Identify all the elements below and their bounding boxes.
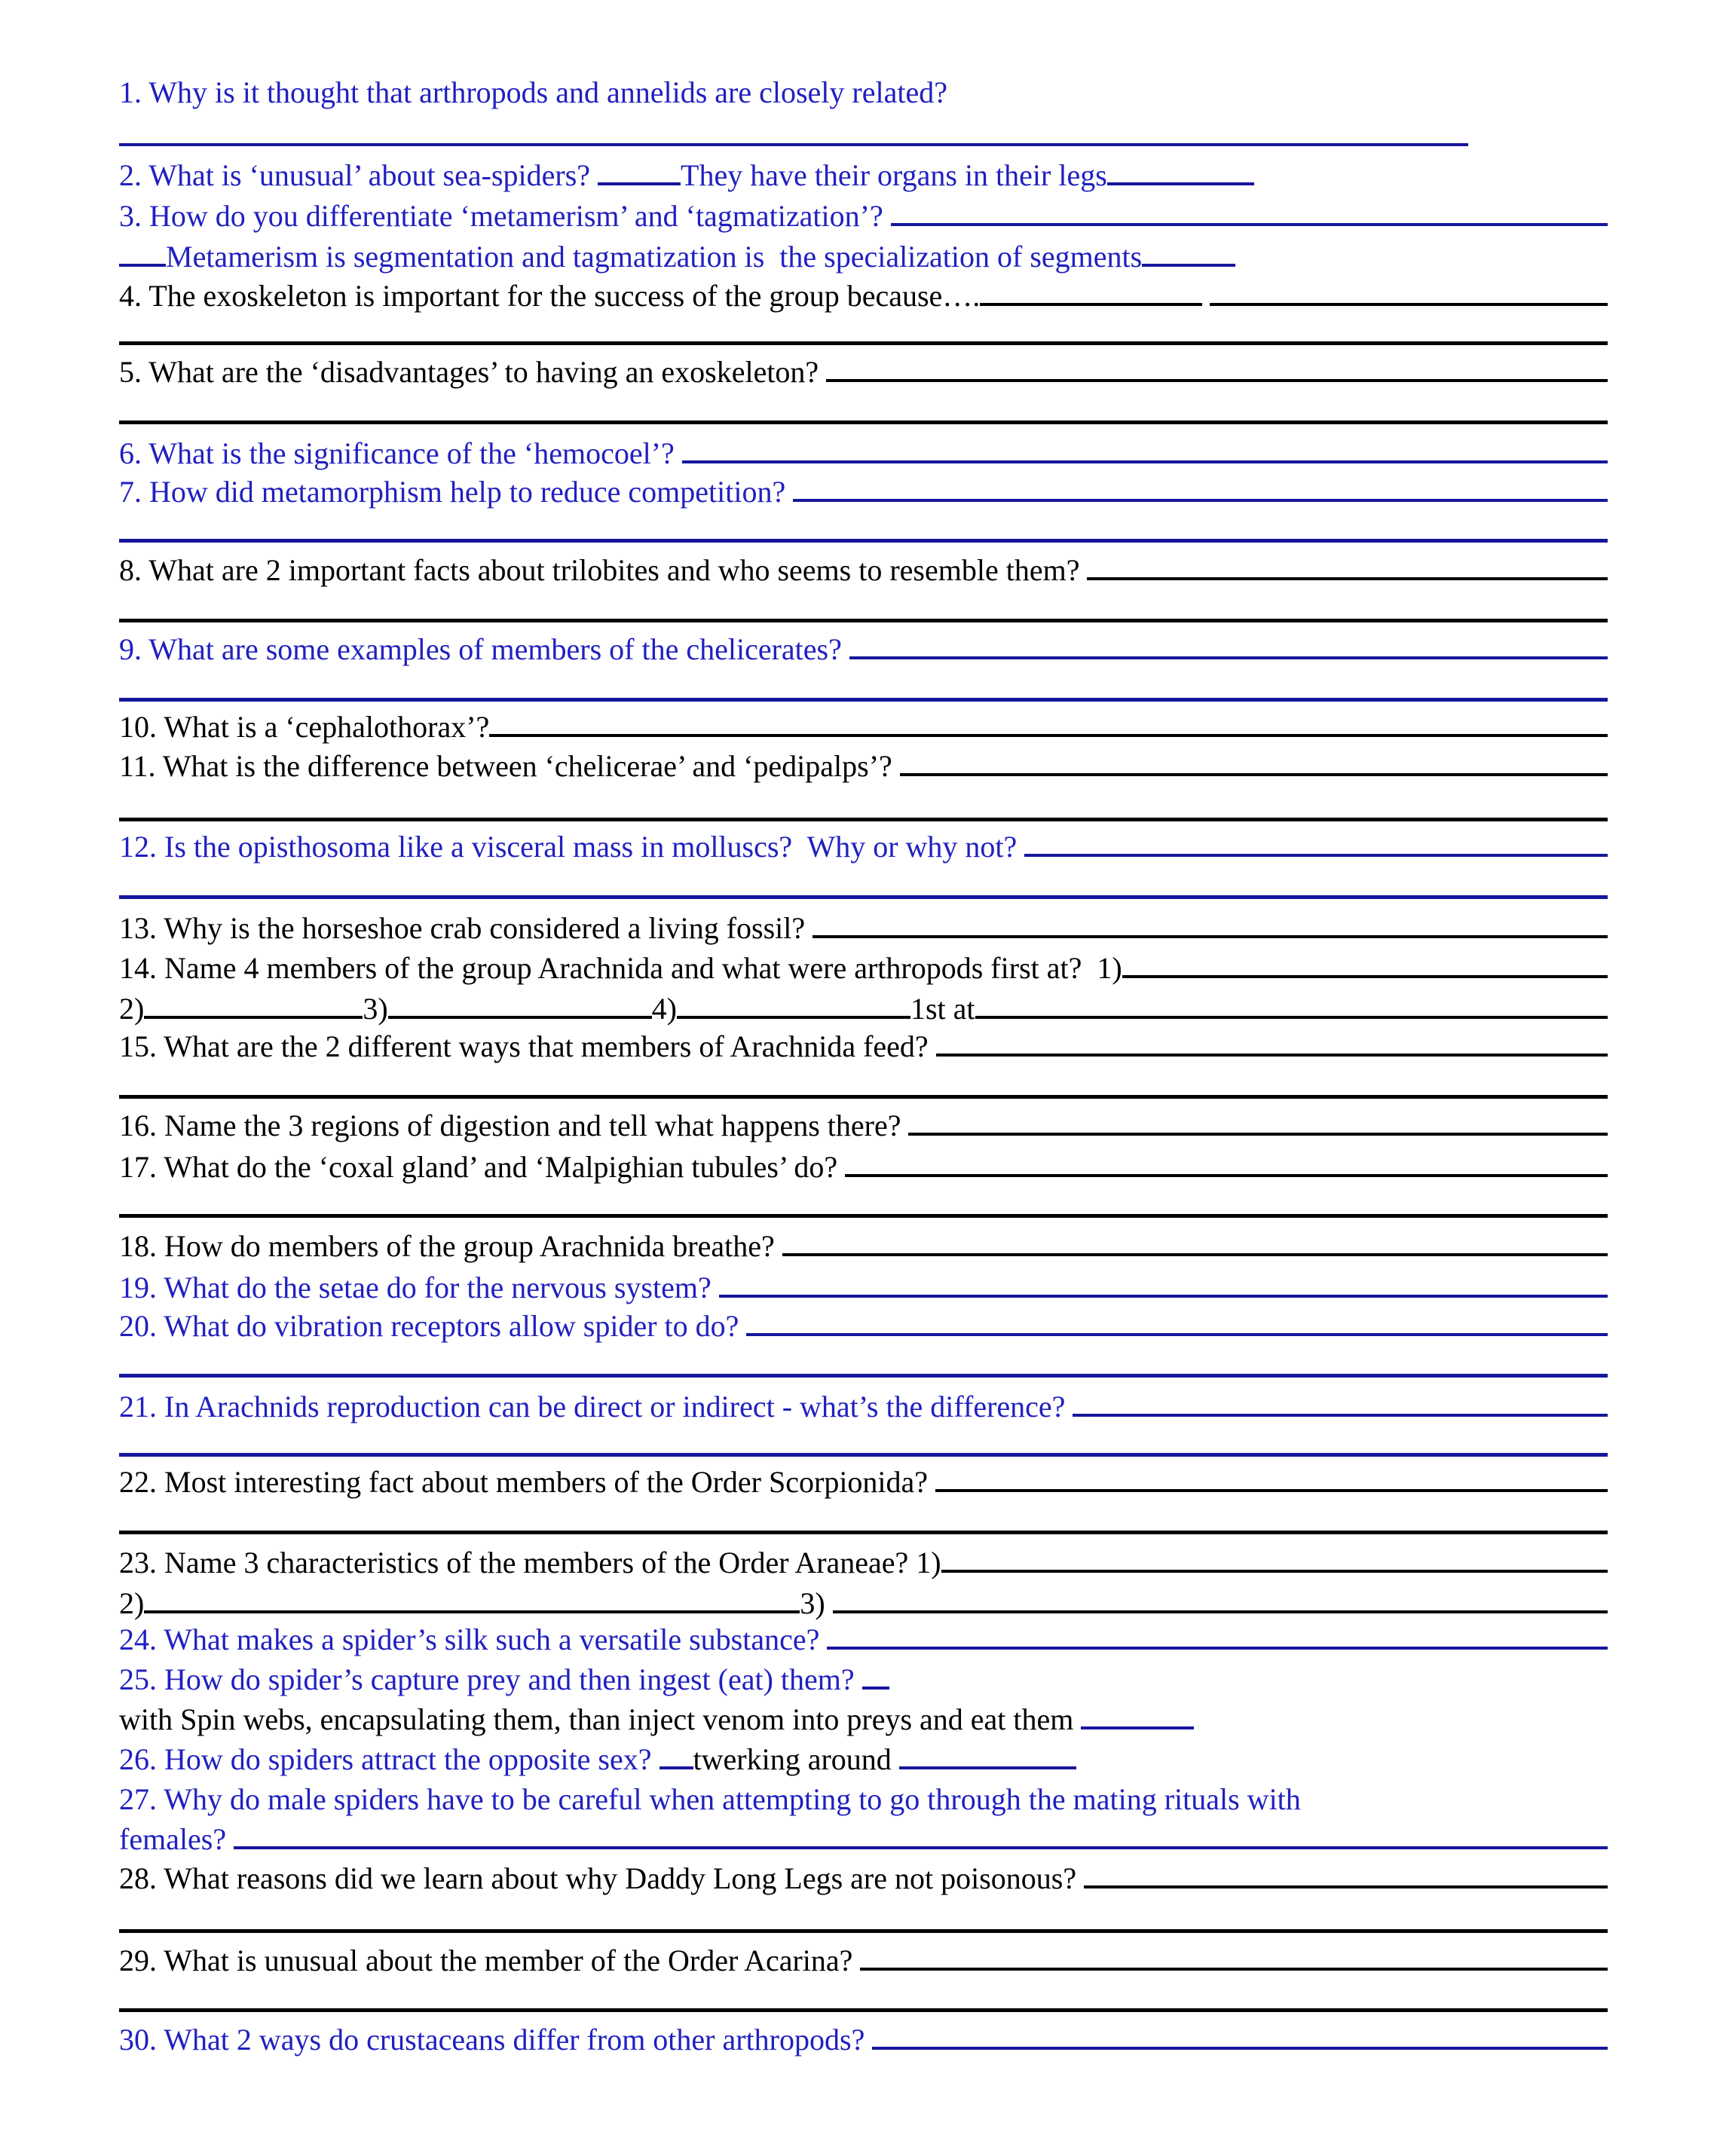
separator-line <box>119 818 1608 821</box>
question-text: 10. What is a ‘cephalothorax’? <box>119 710 490 744</box>
question-text: 23. Name 3 characteristics of the members of the Order Araneae? 1) <box>119 1546 941 1580</box>
answer-blank <box>746 1333 1608 1336</box>
answer-blank <box>826 379 1608 382</box>
answer-blank <box>899 1766 1076 1769</box>
answer-blank <box>1084 1885 1608 1888</box>
question-text: 8. What are 2 important facts about trilobites and who seems to resemble them? <box>119 553 1088 587</box>
answer-blank <box>936 1054 1608 1057</box>
question-text: 7. How did metamorphism help to reduce competition? <box>119 475 794 509</box>
label-text: 1st at <box>910 992 975 1026</box>
answer-blank <box>1073 1414 1608 1417</box>
question-text: 14. Name 4 members of the group Arachnida and what were arthropods first at? 1) <box>119 951 1122 985</box>
worksheet-line <box>119 629 1608 670</box>
answer-blank <box>941 1570 1608 1573</box>
worksheet-line <box>119 1306 1608 1347</box>
separator-line <box>119 2008 1608 2012</box>
answer-blank <box>234 1846 1608 1849</box>
answer-blank <box>872 2047 1608 2050</box>
question-text: 16. Name the 3 regions of digestion and tell what happens there? <box>119 1109 909 1142</box>
separator-line <box>119 1453 1608 1457</box>
worksheet-line <box>119 1659 1608 1700</box>
worksheet-line <box>119 1387 1608 1427</box>
worksheet-line <box>119 1858 1608 1899</box>
worksheet-line <box>119 1940 1608 1981</box>
worksheet-line <box>119 1226 1608 1267</box>
worksheet-line <box>119 433 1608 474</box>
worksheet-line <box>119 746 1608 787</box>
worksheet-line <box>119 1026 1608 1067</box>
answer-blank <box>119 264 166 267</box>
answer-blank <box>793 499 1608 502</box>
separator-line <box>119 1929 1608 1933</box>
separator-line <box>119 1531 1608 1534</box>
separator-line <box>119 420 1608 424</box>
answer-blank <box>860 1968 1608 1971</box>
worksheet-line <box>119 1619 1608 1660</box>
worksheet-line <box>119 1106 1608 1146</box>
answer-blank <box>659 1766 693 1769</box>
answer-blank <box>598 182 681 185</box>
answer-blank <box>144 1016 363 1019</box>
worksheet-line <box>119 1462 1608 1503</box>
answer-blank <box>1210 303 1608 306</box>
question-text: 13. Why is the horseshoe crab considered a living fossil? <box>119 911 813 945</box>
worksheet-line <box>119 707 1608 748</box>
answer-text: with Spin webs, encapsulating them, than inject venom into preys and eat them <box>119 1702 1082 1736</box>
answer-blank <box>1024 854 1608 857</box>
question-text: 25. How do spider’s capture prey and then ingest (eat) them? <box>119 1662 862 1696</box>
question-text: 11. What is the difference between ‘chelicerae’ and ‘pedipalps’? <box>119 749 900 783</box>
worksheet-line <box>119 196 1608 237</box>
answer-blank <box>1107 182 1254 185</box>
separator-line <box>119 619 1608 622</box>
question-text: 29. What is unusual about the member of the Order Acarina? <box>119 1943 861 1977</box>
question-text: 21. In Arachnids reproduction can be direct or indirect - what’s the difference? <box>119 1390 1073 1424</box>
worksheet-line <box>119 352 1608 393</box>
answer-blank <box>682 460 1608 463</box>
worksheet-line <box>119 1779 1608 1820</box>
separator-line <box>119 895 1608 899</box>
answer-blank <box>975 1016 1608 1019</box>
label-text: 3) <box>363 992 388 1026</box>
question-text: females? <box>119 1822 234 1856</box>
answer-blank <box>1142 264 1235 267</box>
question-text: 3. How do you differentiate ‘metamerism’ and ‘tagmatization’? <box>119 199 891 233</box>
answer-blank <box>833 1610 1608 1613</box>
worksheet-line <box>119 1699 1608 1740</box>
question-text: 17. What do the ‘coxal gland’ and ‘Malpighian tubules’ do? <box>119 1150 846 1184</box>
answer-blank <box>980 303 1202 306</box>
answer-blank <box>1087 577 1608 580</box>
answer-blank <box>845 1174 1608 1177</box>
answer-blank <box>849 656 1608 659</box>
worksheet-line <box>119 72 1608 113</box>
answer-blank <box>827 1647 1608 1650</box>
separator-line <box>119 341 1608 345</box>
worksheet-line <box>119 550 1608 591</box>
answer-blank <box>782 1253 1608 1256</box>
worksheet-line <box>119 276 1608 317</box>
answer-blank <box>813 935 1608 938</box>
answer-blank <box>144 1610 800 1613</box>
question-text: 30. What 2 ways do crustaceans differ from other arthropods? <box>119 2023 873 2057</box>
separator-line <box>119 539 1608 543</box>
question-text: 5. What are the ‘disadvantages’ to having an exoskeleton? <box>119 355 827 389</box>
answer-blank <box>489 734 1608 737</box>
label-text: 3) <box>800 1586 833 1620</box>
worksheet-line <box>119 1147 1608 1188</box>
question-text: 26. How do spiders attract the opposite sex? <box>119 1742 659 1776</box>
answer-blank <box>1081 1726 1194 1729</box>
answer-text: twerking around <box>693 1742 899 1776</box>
worksheet-line <box>119 908 1608 949</box>
question-text: 20. What do vibration receptors allow spider to do? <box>119 1309 747 1343</box>
worksheet-line <box>119 827 1608 867</box>
worksheet-line <box>119 1543 1608 1583</box>
question-text: 9. What are some examples of members of the chelicerates? <box>119 632 849 666</box>
separator-line <box>119 1214 1608 1218</box>
worksheet-line <box>119 1819 1608 1860</box>
answer-blank <box>388 1016 652 1019</box>
answer-blank <box>677 1016 910 1019</box>
separator-line <box>119 1374 1608 1378</box>
answer-text: They have their organs in their legs <box>681 158 1107 192</box>
label-text: 2) <box>119 1586 145 1620</box>
label-text: 2) <box>119 992 145 1026</box>
answer-text: Metamerism is segmentation and tagmatization is the specialization of segments <box>166 240 1143 274</box>
answer-blank <box>1122 975 1608 978</box>
question-text: 1. Why is it thought that arthropods and annelids are closely related? <box>119 75 947 109</box>
worksheet-line <box>119 1739 1608 1780</box>
answer-blank <box>719 1295 1608 1298</box>
question-text: 27. Why do male spiders have to be careful when attempting to go through the mating rituals with <box>119 1782 1301 1816</box>
question-text: 15. What are the 2 different ways that members of Arachnida feed? <box>119 1029 936 1063</box>
worksheet-line <box>119 472 1608 512</box>
worksheet-line <box>119 1268 1608 1308</box>
separator-line <box>119 698 1608 702</box>
answer-blank <box>891 223 1608 226</box>
text-text <box>1202 276 1210 317</box>
question-text: 22. Most interesting fact about members of the Order Scorpionida? <box>119 1465 936 1499</box>
question-text: 6. What is the significance of the ‘hemocoel’? <box>119 436 682 470</box>
question-text: 4. The exoskeleton is important for the success of the group because…. <box>119 279 981 313</box>
label-text: 4) <box>651 992 677 1026</box>
question-text: 2. What is ‘unusual’ about sea-spiders? <box>119 158 598 192</box>
question-text: 24. What makes a spider’s silk such a versatile substance? <box>119 1622 828 1656</box>
worksheet-line <box>119 2020 1608 2060</box>
answer-blank <box>119 143 1468 146</box>
question-text: 19. What do the setae do for the nervous system? <box>119 1271 719 1304</box>
worksheet-line <box>119 155 1608 196</box>
question-text: 18. How do members of the group Arachnida breathe? <box>119 1229 782 1263</box>
answer-blank <box>862 1687 889 1690</box>
worksheet-line <box>119 989 1608 1029</box>
question-text: 28. What reasons did we learn about why Daddy Long Legs are not poisonous? <box>119 1861 1085 1895</box>
answer-blank <box>900 773 1608 776</box>
question-text: 12. Is the opisthosoma like a visceral mass in molluscs? Why or why not? <box>119 830 1025 864</box>
answer-blank <box>935 1489 1608 1492</box>
separator-line <box>119 1095 1608 1099</box>
worksheet-line <box>119 1583 1608 1624</box>
worksheet-line <box>119 237 1608 277</box>
answer-blank <box>908 1133 1608 1136</box>
worksheet-line <box>119 948 1608 989</box>
